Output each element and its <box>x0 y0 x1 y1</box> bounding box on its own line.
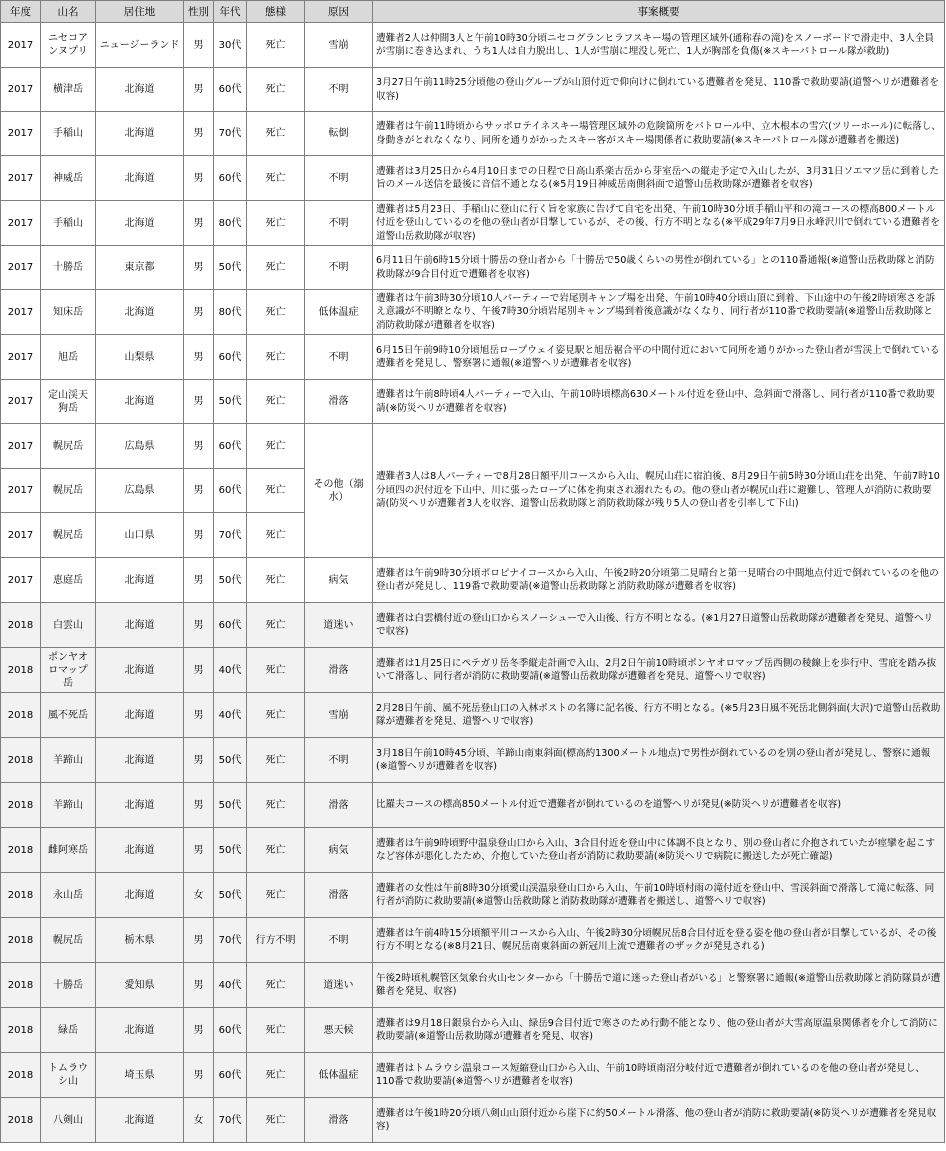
year-cell: 2018 <box>1 648 41 693</box>
state-cell: 死亡 <box>247 1053 305 1098</box>
year-cell: 2018 <box>1 828 41 873</box>
state-cell: 死亡 <box>247 246 305 290</box>
state-cell: 死亡 <box>247 1098 305 1143</box>
summary-cell: 遭難者は午前11時頃からサッポロテイネスキー場管理区域外の危険箇所をパトロール中、立木根本の雪穴(ツリーホール)に転落し、身動きがとれなくなり、同所を通りがかったスキー客がスキー場関係者に救助要請(※スキーパトロール隊が遭難者を搬送) <box>373 112 945 156</box>
table-row <box>1 873 945 918</box>
age-cell: 50代 <box>214 558 247 603</box>
sex-cell: 男 <box>184 693 214 738</box>
table-row <box>1 1098 945 1143</box>
sex-cell: 男 <box>184 23 214 68</box>
mountain-cell: トムラウシ山 <box>41 1053 96 1098</box>
state-cell: 死亡 <box>247 558 305 603</box>
summary-cell: 2月28日午前、風不死岳登山口の入林ポストの名簿に記名後、行方不明となる。(※5月23日風不死岳北側斜面(大沢)で道警山岳救助隊が遭難者を発見、道警ヘリで収容) <box>373 693 945 738</box>
sex-cell: 男 <box>184 246 214 290</box>
state-cell: 死亡 <box>247 290 305 335</box>
sex-cell: 男 <box>184 738 214 783</box>
cause-cell: 不明 <box>305 156 373 201</box>
table-row <box>1 963 945 1008</box>
summary-cell: 遭難者は午前9時頃野中温泉登山口から入山、3合目付近を登山中に体調不良となり、別の登山者に介抱されていたが痙攣を起こすなど容体が悪化したため、介抱していた登山者が消防に救助要請(※防災ヘリで病院に搬送したが死亡確認) <box>373 828 945 873</box>
mountain-cell: 幌尻岳 <box>41 424 96 469</box>
summary-cell: 遭難者は1月25日にペテガリ岳冬季縦走計画で入山、2月2日午前10時頃ポンヤオロマップ岳西側の稜線上を歩行中、雪庇を踏み抜いて滑落し、同行者が消防に救助要請(※道警山岳救助隊が遭難者を発見、道警ヘリで収容) <box>373 648 945 693</box>
sex-cell: 男 <box>184 335 214 380</box>
mountain-cell: 白雲山 <box>41 603 96 648</box>
state-cell: 死亡 <box>247 380 305 424</box>
sex-cell: 男 <box>184 1053 214 1098</box>
state-cell: 行方不明 <box>247 918 305 963</box>
mountain-cell: 羊蹄山 <box>41 783 96 828</box>
age-cell: 50代 <box>214 380 247 424</box>
residence-cell: 広島県 <box>96 424 184 469</box>
mountain-cell: 知床岳 <box>41 290 96 335</box>
col-header-year: 年度 <box>1 1 41 23</box>
cause-cell: 低体温症 <box>305 1053 373 1098</box>
sex-cell: 男 <box>184 828 214 873</box>
year-cell: 2017 <box>1 424 41 469</box>
sex-cell: 男 <box>184 558 214 603</box>
mountain-cell: 羊蹄山 <box>41 738 96 783</box>
col-header-residence: 居住地 <box>96 1 184 23</box>
age-cell: 70代 <box>214 1098 247 1143</box>
residence-cell: 北海道 <box>96 558 184 603</box>
summary-cell: 午後2時頃札幌管区気象台火山センターから「十勝岳で道に迷った登山者がいる」と警察署に通報(※道警山岳救助隊と消防隊員が遭難者を発見、収容) <box>373 963 945 1008</box>
table-row <box>1 1008 945 1053</box>
sex-cell: 男 <box>184 918 214 963</box>
sex-cell: 男 <box>184 424 214 469</box>
mountain-cell: 神威岳 <box>41 156 96 201</box>
year-cell: 2017 <box>1 558 41 603</box>
year-cell: 2017 <box>1 513 41 558</box>
state-cell: 死亡 <box>247 201 305 246</box>
summary-cell: 遭難者の女性は午前8時30分頃愛山渓温泉登山口から入山、午前10時頃村雨の滝付近を登山中、雪渓斜面で滑落して滝に転落、同行者が消防に救助要請(※道警山岳救助隊と消防救助隊が遭難者を搬送し、道警ヘリで収容) <box>373 873 945 918</box>
mountain-cell: 永山岳 <box>41 873 96 918</box>
year-cell: 2017 <box>1 156 41 201</box>
state-cell: 死亡 <box>247 513 305 558</box>
residence-cell: 北海道 <box>96 693 184 738</box>
year-cell: 2017 <box>1 112 41 156</box>
sex-cell: 男 <box>184 68 214 112</box>
table-row <box>1 23 945 68</box>
state-cell: 死亡 <box>247 873 305 918</box>
col-header-state: 態様 <box>247 1 305 23</box>
residence-cell: 東京都 <box>96 246 184 290</box>
summary-cell: 遭難者2人は仲間3人と午前10時30分頃ニセコグランヒラフスキー場の管理区域外(通称春の滝)をスノーボードで滑走中、3人全員が雪崩に巻き込まれ、うち1人は自力脱出し、1人が雪崩に埋没し死亡、1人が胸部を負傷(※スキーパトロール隊が救助) <box>373 23 945 68</box>
age-cell: 50代 <box>214 873 247 918</box>
state-cell: 死亡 <box>247 783 305 828</box>
residence-cell: 栃木県 <box>96 918 184 963</box>
age-cell: 50代 <box>214 783 247 828</box>
age-cell: 60代 <box>214 335 247 380</box>
summary-cell: 遭難者は午前8時頃4人パーティーで入山、午前10時頃標高630メートル付近を登山中、急斜面で滑落し、同行者が110番で救助要請(※防災ヘリが遭難者を収容) <box>373 380 945 424</box>
mountain-cell: 横津岳 <box>41 68 96 112</box>
year-cell: 2018 <box>1 963 41 1008</box>
year-cell: 2018 <box>1 1098 41 1143</box>
cause-cell: 病気 <box>305 828 373 873</box>
mountain-cell: ニセコアンヌプリ <box>41 23 96 68</box>
year-cell: 2017 <box>1 201 41 246</box>
state-cell: 死亡 <box>247 693 305 738</box>
age-cell: 70代 <box>214 112 247 156</box>
table-row <box>1 290 945 335</box>
state-cell: 死亡 <box>247 424 305 469</box>
state-cell: 死亡 <box>247 68 305 112</box>
year-cell: 2017 <box>1 23 41 68</box>
year-cell: 2017 <box>1 246 41 290</box>
table-row <box>1 603 945 648</box>
sex-cell: 男 <box>184 963 214 1008</box>
cause-cell: 病気 <box>305 558 373 603</box>
summary-cell: 6月11日午前6時15分頃十勝岳の登山者から「十勝岳で50歳くらいの男性が倒れている」との110番通報(※道警山岳救助隊と消防救助隊が9合目付近で遭難者を収容) <box>373 246 945 290</box>
summary-cell: 遭難者はトムラウシ温泉コース短縮登山口から入山、午前10時頃南沼分岐付近で遭難者が倒れているのを他の登山者が発見し、110番で救助要請(※道警ヘリが遭難者を収容) <box>373 1053 945 1098</box>
residence-cell: 北海道 <box>96 380 184 424</box>
state-cell: 死亡 <box>247 469 305 513</box>
age-cell: 50代 <box>214 738 247 783</box>
summary-cell: 遭難者は3月25日から4月10日までの日程で日高山系楽古岳から芽室岳への縦走予定で入山したが、3月31日ソエマツ岳に到着した旨のメール送信を最後に音信不通となる(※5月19日神威岳南側斜面で道警山岳救助隊が遭難者を収容) <box>373 156 945 201</box>
year-cell: 2018 <box>1 693 41 738</box>
mountain-cell: 十勝岳 <box>41 963 96 1008</box>
year-cell: 2018 <box>1 918 41 963</box>
year-cell: 2018 <box>1 783 41 828</box>
year-cell: 2017 <box>1 469 41 513</box>
age-cell: 50代 <box>214 828 247 873</box>
age-cell: 40代 <box>214 693 247 738</box>
cause-cell: 雪崩 <box>305 23 373 68</box>
age-cell: 60代 <box>214 469 247 513</box>
table-row <box>1 738 945 783</box>
residence-cell: 愛知県 <box>96 963 184 1008</box>
cause-cell: 雪崩 <box>305 693 373 738</box>
age-cell: 50代 <box>214 246 247 290</box>
mountain-cell: 手稲山 <box>41 201 96 246</box>
table-row <box>1 112 945 156</box>
table-row <box>1 648 945 693</box>
residence-cell: ニュージーランド <box>96 23 184 68</box>
mountain-cell: 定山渓天狗岳 <box>41 380 96 424</box>
state-cell: 死亡 <box>247 648 305 693</box>
table-row <box>1 68 945 112</box>
mountain-cell: 雌阿寒岳 <box>41 828 96 873</box>
sex-cell: 男 <box>184 201 214 246</box>
cause-cell: 不明 <box>305 68 373 112</box>
mountain-cell: 八剣山 <box>41 1098 96 1143</box>
table-row <box>1 380 945 424</box>
summary-cell: 比羅夫コースの標高850メートル付近で遭難者が倒れているのを道警ヘリが発見(※防災ヘリが遭難者を収容) <box>373 783 945 828</box>
residence-cell: 北海道 <box>96 828 184 873</box>
table-body <box>1 23 945 1143</box>
table-row <box>1 201 945 246</box>
year-cell: 2018 <box>1 873 41 918</box>
state-cell: 死亡 <box>247 963 305 1008</box>
cause-cell: 滑落 <box>305 648 373 693</box>
age-cell: 40代 <box>214 963 247 1008</box>
cause-cell: 道迷い <box>305 603 373 648</box>
sex-cell: 男 <box>184 380 214 424</box>
residence-cell: 北海道 <box>96 68 184 112</box>
residence-cell: 北海道 <box>96 290 184 335</box>
residence-cell: 北海道 <box>96 1008 184 1053</box>
sex-cell: 男 <box>184 290 214 335</box>
age-cell: 60代 <box>214 603 247 648</box>
summary-cell: 遭難者は白雲橋付近の登山口からスノーシューで入山後、行方不明となる。(※1月27日道警山岳救助隊が遭難者を発見、道警ヘリで収容) <box>373 603 945 648</box>
residence-cell: 北海道 <box>96 1098 184 1143</box>
state-cell: 死亡 <box>247 112 305 156</box>
cause-cell: 滑落 <box>305 380 373 424</box>
summary-cell: 遭難者は9月18日銀泉台から入山、緑岳9合目付近で寒さのため行動不能となり、他の登山者が大雪高原温泉関係者を介して消防に救助要請(※道警山岳救助隊が遭難者を発見、収容) <box>373 1008 945 1053</box>
table-row <box>1 335 945 380</box>
state-cell: 死亡 <box>247 603 305 648</box>
mountain-cell: 風不死岳 <box>41 693 96 738</box>
residence-cell: 北海道 <box>96 738 184 783</box>
summary-cell: 3月27日午前11時25分頃他の登山グループが山頂付近で仰向けに倒れている遭難者を発見、110番で救助要請(道警ヘリが遭難者を収容) <box>373 68 945 112</box>
age-cell: 60代 <box>214 156 247 201</box>
table-row <box>1 828 945 873</box>
state-cell: 死亡 <box>247 335 305 380</box>
state-cell: 死亡 <box>247 156 305 201</box>
state-cell: 死亡 <box>247 738 305 783</box>
table-row <box>1 693 945 738</box>
col-header-sex: 性別 <box>184 1 214 23</box>
summary-cell: 遭難者は午前9時30分頃ポロピナイコースから入山、午後2時20分頃第二見晴台と第一見晴台の中間地点付近で倒れているのを他の登山者が発見し、119番で救助要請(※道警山岳救助隊と消防救助隊が遭難者を収容) <box>373 558 945 603</box>
residence-cell: 埼玉県 <box>96 1053 184 1098</box>
residence-cell: 山梨県 <box>96 335 184 380</box>
cause-cell: 道迷い <box>305 963 373 1008</box>
sex-cell: 男 <box>184 112 214 156</box>
age-cell: 60代 <box>214 424 247 469</box>
summary-cell: 3月18日午前10時45分頃、羊蹄山南東斜面(標高約1300メートル地点)で男性が倒れているのを別の登山者が発見し、警察に通報(※道警ヘリが遭難者を収容) <box>373 738 945 783</box>
cause-cell: その他（溺水） <box>305 424 373 558</box>
residence-cell: 北海道 <box>96 873 184 918</box>
year-cell: 2018 <box>1 603 41 648</box>
residence-cell: 北海道 <box>96 201 184 246</box>
year-cell: 2018 <box>1 1008 41 1053</box>
sex-cell: 男 <box>184 513 214 558</box>
state-cell: 死亡 <box>247 23 305 68</box>
col-header-mountain: 山名 <box>41 1 96 23</box>
age-cell: 70代 <box>214 513 247 558</box>
table-row <box>1 246 945 290</box>
age-cell: 80代 <box>214 290 247 335</box>
mountain-cell: 恵庭岳 <box>41 558 96 603</box>
residence-cell: 北海道 <box>96 783 184 828</box>
year-cell: 2018 <box>1 1053 41 1098</box>
age-cell: 80代 <box>214 201 247 246</box>
year-cell: 2017 <box>1 290 41 335</box>
state-cell: 死亡 <box>247 828 305 873</box>
year-cell: 2018 <box>1 738 41 783</box>
mountain-cell: 十勝岳 <box>41 246 96 290</box>
residence-cell: 北海道 <box>96 648 184 693</box>
header-row <box>1 1 945 23</box>
residence-cell: 北海道 <box>96 112 184 156</box>
table-row <box>1 1053 945 1098</box>
cause-cell: 滑落 <box>305 1098 373 1143</box>
summary-cell: 遭難者は午前3時30分頃10人パーティーで岩尾別キャンプ場を出発、午前10時40分頃山頂に到着、下山途中の午後2時頃寒さを訴え意識が不明瞭となり、午後7時30分頃岩尾別キャンプ場到着後意識がなくなり、同行者が110番で救助要請(※道警山岳救助隊と消防救助隊が遭難者を収容) <box>373 290 945 335</box>
summary-cell: 遭難者は午前4時15分頃額平川コースから入山、午後2時30分頃幌尻岳8合目付近を登る姿を他の登山者が目撃しているが、その後行方不明となる(※8月21日、幌尻岳南東斜面の新冠川上流で遭難者のザックが発見される) <box>373 918 945 963</box>
summary-cell: 遭難者は午後1時20分頃八剣山山頂付近から崖下に約50メートル滑落、他の登山者が消防に救助要請(※防災ヘリが遭難者を発見収容) <box>373 1098 945 1143</box>
table-row <box>1 783 945 828</box>
sex-cell: 女 <box>184 1098 214 1143</box>
sex-cell: 男 <box>184 1008 214 1053</box>
mountain-cell: ポンヤオロマップ岳 <box>41 648 96 693</box>
residence-cell: 北海道 <box>96 603 184 648</box>
mountain-cell: 緑岳 <box>41 1008 96 1053</box>
col-header-age: 年代 <box>214 1 247 23</box>
table-row <box>1 918 945 963</box>
table-row <box>1 558 945 603</box>
cause-cell: 滑落 <box>305 873 373 918</box>
mountain-cell: 旭岳 <box>41 335 96 380</box>
year-cell: 2017 <box>1 380 41 424</box>
cause-cell: 低体温症 <box>305 290 373 335</box>
residence-cell: 広島県 <box>96 469 184 513</box>
table-row <box>1 156 945 201</box>
state-cell: 死亡 <box>247 1008 305 1053</box>
cause-cell: 滑落 <box>305 783 373 828</box>
age-cell: 30代 <box>214 23 247 68</box>
sex-cell: 男 <box>184 783 214 828</box>
mountain-cell: 手稲山 <box>41 112 96 156</box>
mountain-cell: 幌尻岳 <box>41 469 96 513</box>
mountain-cell: 幌尻岳 <box>41 918 96 963</box>
cause-cell: 不明 <box>305 918 373 963</box>
cause-cell: 不明 <box>305 738 373 783</box>
col-header-cause: 原因 <box>305 1 373 23</box>
year-cell: 2017 <box>1 335 41 380</box>
sex-cell: 男 <box>184 156 214 201</box>
cause-cell: 不明 <box>305 201 373 246</box>
sex-cell: 男 <box>184 469 214 513</box>
residence-cell: 北海道 <box>96 156 184 201</box>
cause-cell: 悪天候 <box>305 1008 373 1053</box>
age-cell: 60代 <box>214 1008 247 1053</box>
summary-cell: 遭難者は5月23日、手稲山に登山に行く旨を家族に告げて自宅を出発、午前10時30分頃手稲山平和の滝コースの標高800メートル付近を登山しているのを他の登山者が目撃しているが、その後、行方不明となる(※平成29年7月9日永峰沢川で倒れている遭難者を道警山岳救助隊が収容) <box>373 201 945 246</box>
sex-cell: 男 <box>184 603 214 648</box>
table-row <box>1 424 945 469</box>
age-cell: 60代 <box>214 68 247 112</box>
age-cell: 40代 <box>214 648 247 693</box>
sex-cell: 男 <box>184 648 214 693</box>
residence-cell: 山口県 <box>96 513 184 558</box>
cause-cell: 転倒 <box>305 112 373 156</box>
cause-cell: 不明 <box>305 335 373 380</box>
col-header-summary: 事案概要 <box>373 1 945 23</box>
cause-cell: 不明 <box>305 246 373 290</box>
year-cell: 2017 <box>1 68 41 112</box>
summary-cell: 6月15日午前9時10分頃旭岳ロープウェイ姿見駅と旭岳裾合平の中間付近において同所を通りがかった登山者が雪渓上で倒れている遭難者を発見し、警察署に通報(※道警ヘリが遭難者を収容) <box>373 335 945 380</box>
sex-cell: 女 <box>184 873 214 918</box>
age-cell: 70代 <box>214 918 247 963</box>
age-cell: 60代 <box>214 1053 247 1098</box>
mountain-cell: 幌尻岳 <box>41 513 96 558</box>
summary-cell: 遭難者3人は8人パーティーで8月28日額平川コースから入山、幌尻山荘に宿泊後、8月29日午前5時30分頃山荘を出発、午前7時10分頃四の沢付近を下山中、川に張ったロープに体を拘束され溺れたもの。他の登山者が幌尻山荘に避難し、管理人が消防に救助要請(防災ヘリが遭難者3人を収容、道警山岳救助隊と消防救助隊が残り5人の登山者を引率して下山) <box>373 424 945 558</box>
